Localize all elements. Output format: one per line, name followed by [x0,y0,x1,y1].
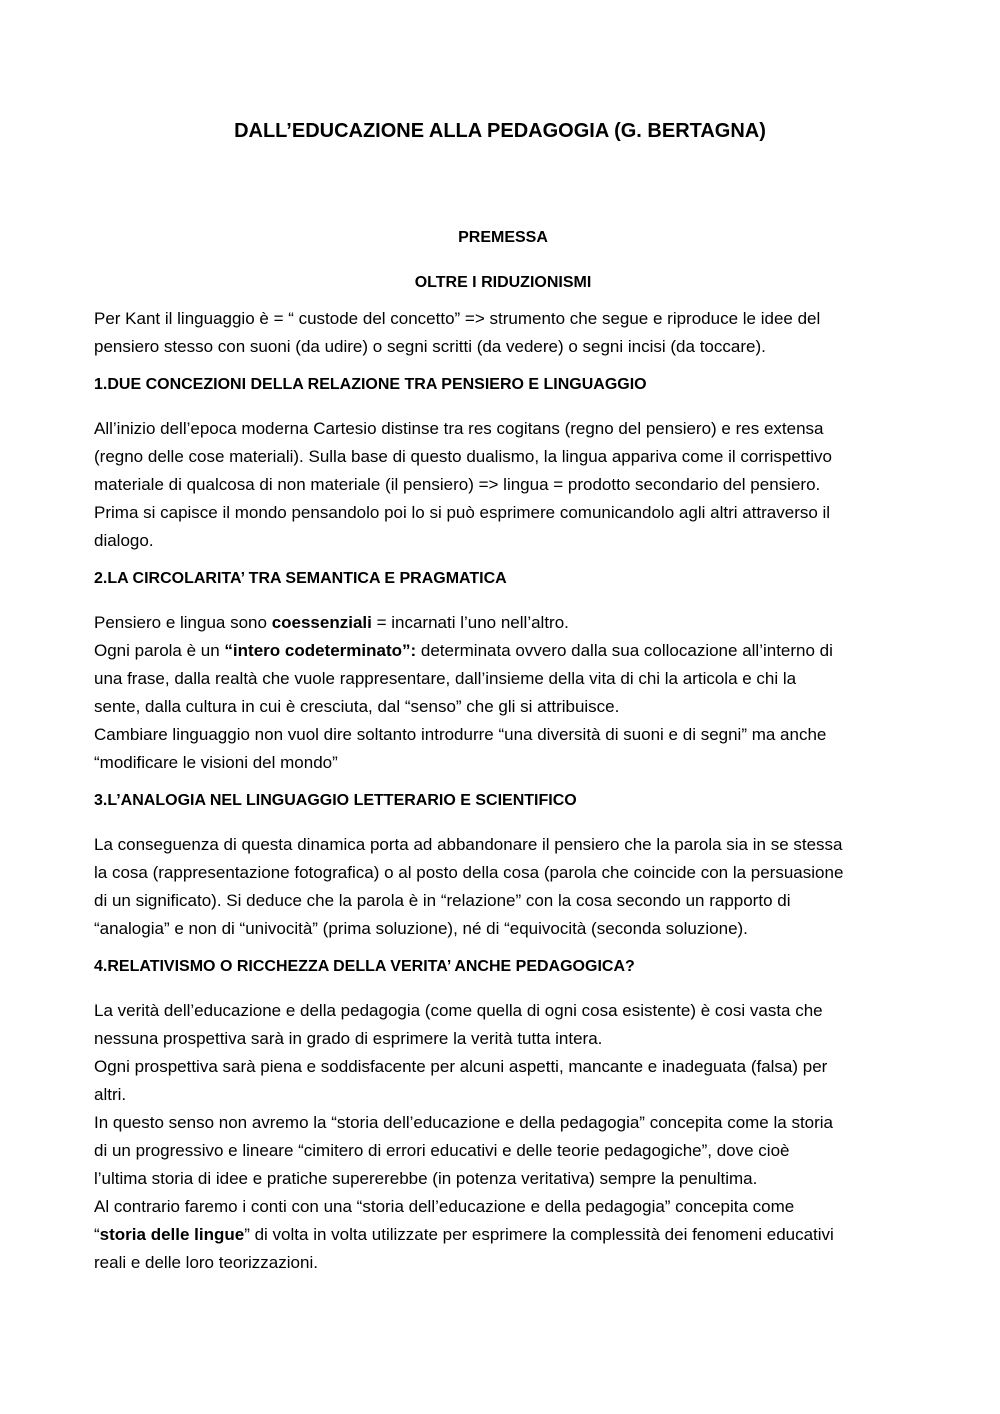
paragraph-line: di un significato). Si deduce che la parola è in “relazione” con la cosa secondo un rapporto di [94,891,791,910]
paragraph-line: reali e delle loro teorizzazioni. [94,1253,318,1272]
paragraph-line: All’inizio dell’epoca moderna Cartesio distinse tra res cogitans (regno del pensiero) e res extensa [94,419,824,438]
paragraph-line: “analogia” e non di “univocità” (prima soluzione), né di “equivocità (seconda soluzione). [94,919,748,938]
paragraph-line: Per Kant il linguaggio è = “ custode del concetto” => strumento che segue e riproduce le idee del [94,309,821,328]
paragraph-line [94,637,906,665]
bold-term: “intero codeterminato”: [224,641,417,660]
text-run: determinata ovvero dalla sua collocazione all’interno di [416,641,833,660]
section-3-paragraph [94,831,906,943]
paragraph-line: di un progressivo e lineare “cimitero di errori educativi e delle teorie pedagogiche”, dove cioè [94,1141,790,1160]
paragraph-line: La verità dell’educazione e della pedagogia (come quella di ogni cosa esistente) è cosi vasta che [94,1001,823,1020]
paragraph-line: In questo senso non avremo la “storia dell’educazione e della pedagogia” concepita come la storia [94,1113,834,1132]
paragraph-line: sente, dalla cultura in cui è cresciuta, dal “senso” che gli si attribuisce. [94,697,620,716]
intro-paragraph [94,305,906,361]
premessa-subheading: OLTRE I RIDUZIONISMI [414,274,592,291]
paragraph-line: Cambiare linguaggio non vuol dire soltanto introdurre “una diversità di suoni e di segni” ma anche [94,725,827,744]
section-2-paragraph [94,609,906,777]
paragraph-line: nessuna prospettiva sarà in grado di esprimere la verità tutta intera. [94,1029,603,1048]
text-run: ” di volta in volta utilizzate per esprimere la complessità dei fenomeni educativi [244,1225,834,1244]
section-2-heading: 2.LA CIRCOLARITA’ TRA SEMANTICA E PRAGMATICA [94,570,507,587]
section-3-heading: 3.L’ANALOGIA NEL LINGUAGGIO LETTERARIO E SCIENTIFICO [94,792,577,809]
paragraph-line: altri. [94,1085,127,1104]
document-body [94,224,906,1277]
paragraph-line: pensiero stesso con suoni (da udire) o segni scritti (da vedere) o segni incisi (da toccare). [94,337,766,356]
text-run: Pensiero e lingua sono [94,613,272,632]
section-1-heading: 1.DUE CONCEZIONI DELLA RELAZIONE TRA PENSIERO E LINGUAGGIO [94,376,647,393]
paragraph-line: La conseguenza di questa dinamica porta ad abbandonare il pensiero che la parola sia in se stessa [94,835,843,854]
paragraph-line: Prima si capisce il mondo pensandolo poi lo si può esprimere comunicandolo agli altri attraverso il [94,503,831,522]
paragraph-line: Al contrario faremo i conti con una “storia dell’educazione e della pedagogia” concepita come [94,1197,795,1216]
paragraph-line: materiale di qualcosa di non materiale (il pensiero) => lingua = prodotto secondario del pensiero. [94,475,821,494]
paragraph-line: “modificare le visioni del mondo” [94,753,338,772]
paragraph-line [94,609,906,637]
paragraph-line: dialogo. [94,531,154,550]
paragraph-line: l’ultima storia di idee e pratiche supererebbe (in potenza veritativa) sempre la penultima. [94,1169,758,1188]
paragraph-line: una frase, dalla realtà che vuole rappresentare, dall’insieme della vita di chi la articola e chi la [94,669,797,688]
bold-term: coessenziali [271,613,372,632]
section-1-paragraph [94,415,906,555]
paragraph-line: (regno delle cose materiali). Sulla base di questo dualismo, la lingua appariva come il corrispettivo [94,447,832,466]
document-title: DALL’EDUCAZIONE ALLA PEDAGOGIA (G. BERTAGNA) [234,120,766,142]
bold-term: storia delle lingue [99,1225,245,1244]
paragraph-line: la cosa (rappresentazione fotografica) o al posto della cosa (parola che coincide con la persuasione [94,863,844,882]
text-run: Ogni parola è un [94,641,225,660]
section-4-heading: 4.RELATIVISMO O RICCHEZZA DELLA VERITA’ ANCHE PEDAGOGICA? [94,958,635,975]
paragraph-line: Ogni prospettiva sarà piena e soddisfacente per alcuni aspetti, mancante e inadeguata (falsa) per [94,1057,828,1076]
premessa-heading: PREMESSA [458,229,548,246]
section-4-paragraph [94,997,906,1277]
text-run: “ [94,1225,100,1244]
paragraph-line [94,1221,906,1249]
text-run: = incarnati l’uno nell’altro. [371,613,569,632]
